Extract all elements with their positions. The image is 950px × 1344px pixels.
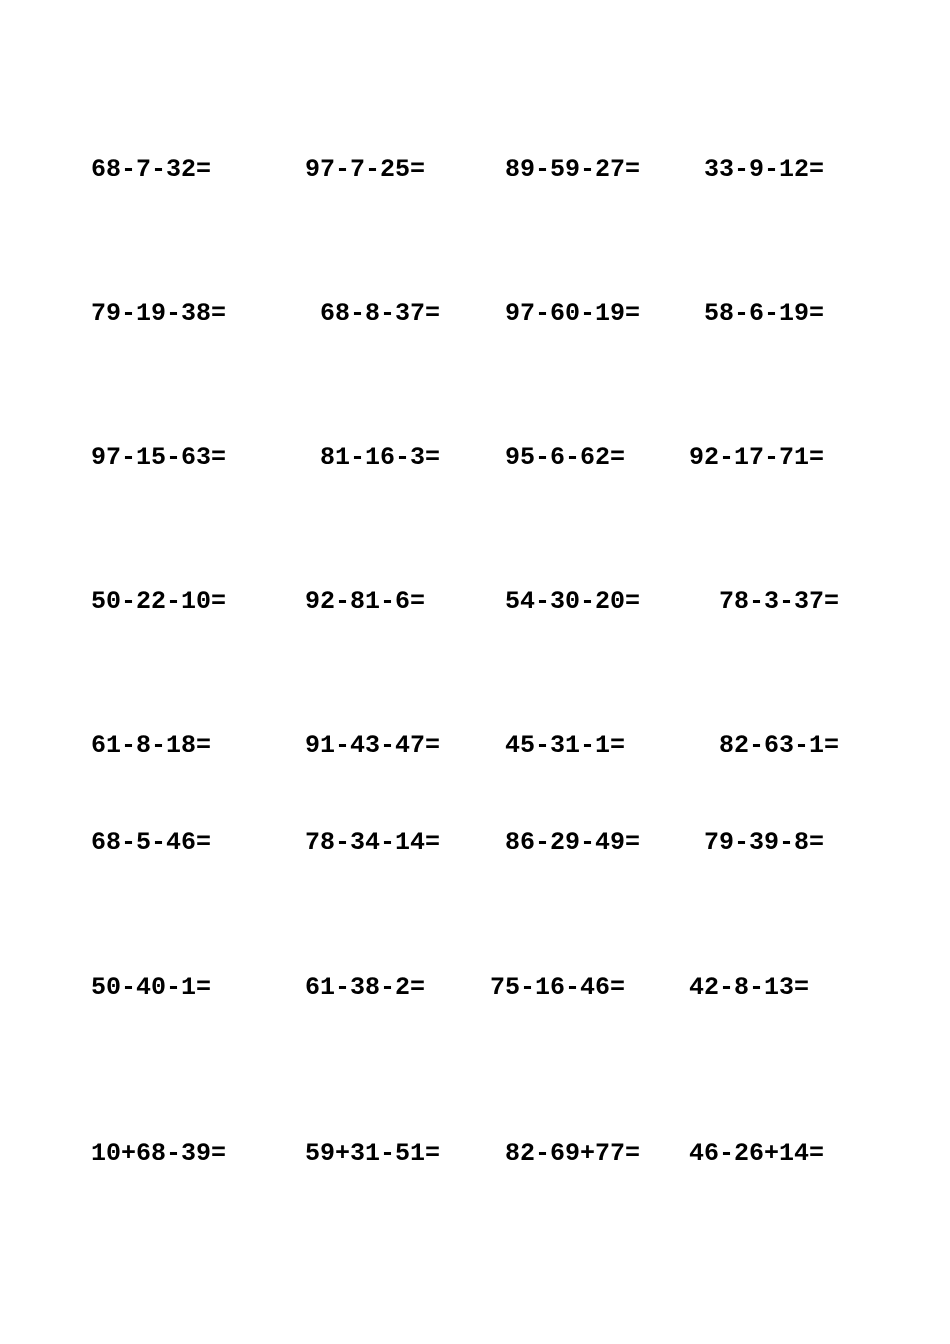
math-problem: 92-81-6= bbox=[305, 587, 426, 616]
math-problem: 61-38-2= bbox=[305, 973, 426, 1002]
math-problem: 82-63-1= bbox=[719, 731, 840, 760]
math-problem: 78-34-14= bbox=[305, 828, 441, 857]
math-problem: 46-26+14= bbox=[689, 1139, 825, 1168]
math-problem: 82-69+77= bbox=[505, 1139, 641, 1168]
math-problem: 75-16-46= bbox=[490, 973, 626, 1002]
math-problem: 68-5-46= bbox=[91, 828, 212, 857]
math-problem: 33-9-12= bbox=[704, 155, 825, 184]
math-problem: 81-16-3= bbox=[320, 443, 441, 472]
math-problem: 61-8-18= bbox=[91, 731, 212, 760]
math-problem: 58-6-19= bbox=[704, 299, 825, 328]
math-problem: 68-7-32= bbox=[91, 155, 212, 184]
math-problem: 68-8-37= bbox=[320, 299, 441, 328]
math-problem: 97-7-25= bbox=[305, 155, 426, 184]
math-problem: 79-19-38= bbox=[91, 299, 227, 328]
math-problem: 10+68-39= bbox=[91, 1139, 227, 1168]
math-problem: 95-6-62= bbox=[505, 443, 626, 472]
math-problem: 59+31-51= bbox=[305, 1139, 441, 1168]
math-problem: 50-22-10= bbox=[91, 587, 227, 616]
math-problem: 45-31-1= bbox=[505, 731, 626, 760]
math-problem: 79-39-8= bbox=[704, 828, 825, 857]
math-problem: 50-40-1= bbox=[91, 973, 212, 1002]
math-problem: 78-3-37= bbox=[719, 587, 840, 616]
math-problem: 92-17-71= bbox=[689, 443, 825, 472]
math-problem: 86-29-49= bbox=[505, 828, 641, 857]
math-problem: 97-15-63= bbox=[91, 443, 227, 472]
math-problem: 97-60-19= bbox=[505, 299, 641, 328]
math-problem: 42-8-13= bbox=[689, 973, 810, 1002]
math-problem: 54-30-20= bbox=[505, 587, 641, 616]
math-problem: 89-59-27= bbox=[505, 155, 641, 184]
math-problem: 91-43-47= bbox=[305, 731, 441, 760]
